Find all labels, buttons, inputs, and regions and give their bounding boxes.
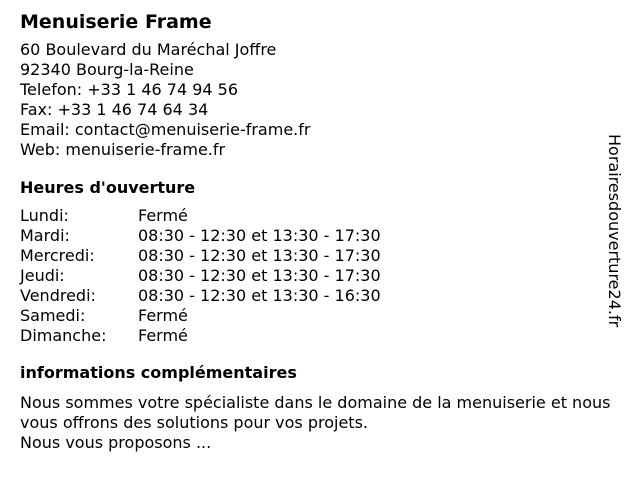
- day-label: Mercredi:: [20, 246, 95, 265]
- contact-block: [20, 40, 616, 160]
- additional-info-heading: informations complémentaires: [20, 363, 297, 382]
- hours-row-tuesday: [20, 226, 616, 246]
- address-line-2: 92340 Bourg-la-Reine: [20, 60, 194, 79]
- web-line: Web: menuiserie-frame.fr: [20, 140, 226, 159]
- opening-hours-heading: Heures d'ouverture: [20, 178, 196, 197]
- day-label: Mardi:: [20, 226, 70, 245]
- hours-value: 08:30 - 12:30 et 13:30 - 17:30: [138, 246, 381, 265]
- hours-row-monday: [20, 206, 616, 226]
- opening-hours-table: [20, 206, 616, 346]
- day-label: Vendredi:: [20, 286, 96, 305]
- day-label: Dimanche:: [20, 326, 107, 345]
- hours-value: 08:30 - 12:30 et 13:30 - 16:30: [138, 286, 381, 305]
- hours-value: 08:30 - 12:30 et 13:30 - 17:30: [138, 266, 381, 285]
- phone-line: Telefon: +33 1 46 74 94 56: [20, 80, 239, 99]
- watermark-text: Horairesdouverture24.fr: [605, 134, 624, 328]
- hours-row-saturday: [20, 306, 616, 326]
- hours-value: Fermé: [138, 326, 188, 345]
- hours-row-sunday: [20, 326, 616, 346]
- hours-value: Fermé: [138, 306, 188, 325]
- day-label: Lundi:: [20, 206, 69, 225]
- hours-row-wednesday: [20, 246, 616, 266]
- hours-value: 08:30 - 12:30 et 13:30 - 17:30: [138, 226, 381, 245]
- day-label: Samedi:: [20, 306, 86, 325]
- business-card: [20, 10, 616, 453]
- business-name: Menuiserie Frame: [20, 11, 212, 33]
- day-label: Jeudi:: [20, 266, 65, 285]
- email-line: Email: contact@menuiserie-frame.fr: [20, 120, 311, 139]
- address-line-1: 60 Boulevard du Maréchal Joffre: [20, 40, 277, 59]
- fax-line: Fax: +33 1 46 74 64 34: [20, 100, 209, 119]
- description-text: Nous sommes votre spécialiste dans le domaine de la menuiserie et nous vous offrons des solutions pour vos projets.: [20, 393, 611, 432]
- hours-value: Fermé: [138, 206, 188, 225]
- hours-row-friday: [20, 286, 616, 306]
- description-more: Nous vous proposons ...: [20, 433, 212, 452]
- hours-row-thursday: [20, 266, 616, 286]
